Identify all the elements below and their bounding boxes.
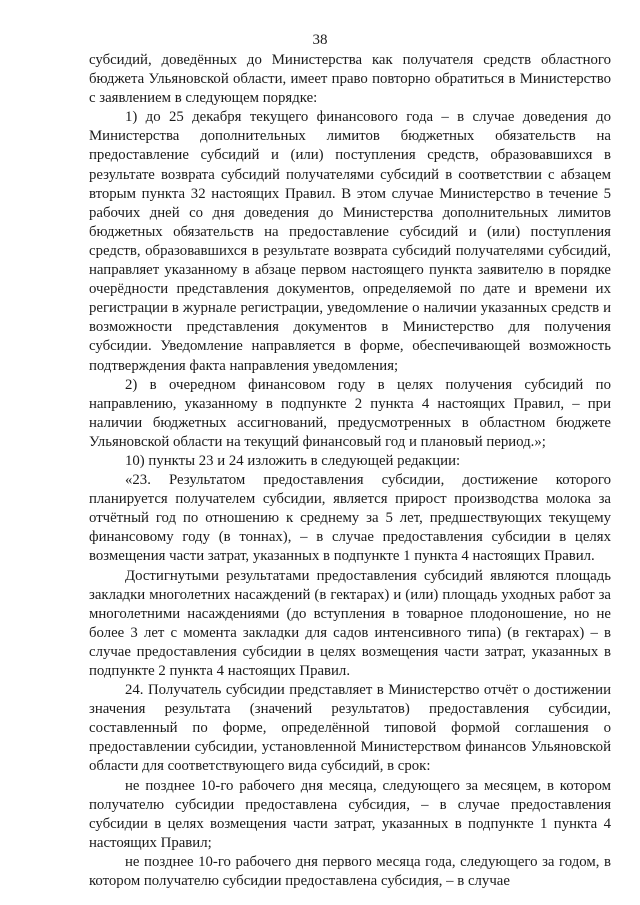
paragraph-clause-24: 24. Получатель субсидии представляет в Министерство отчёт о достижении значения результата (значений результатов) предоставления субсидии, составленный по форме, определённой типовой формой соглашения о предоставлении субсидии, установленной Министерством финансов Ульяновской области для соответствующего вида субсидий, в срок: bbox=[89, 682, 611, 775]
paragraph-clause-23: «23. Результатом предоставления субсидии, достижение которого планируется получателем субсидии, является прирост производства молока за отчётный год по отношению к среднему за 5 лет, предшествующих текущему финансовому году (в тоннах), – в случае предоставления субсидии в целях возмещения части затрат, указанных в подпункте 1 пункта 4 настоящих Правил. bbox=[89, 472, 611, 565]
paragraph-item-1: 1) до 25 декабря текущего финансового года – в случае доведения до Министерства дополнительных лимитов бюджетных обязательств на предоставление субсидий и (или) поступления средств, образовавшихся в результате возврата субсидий получателями субсидий в соответствии с абзацем вторым пункта 32 настоящих Правил. В этом случае Министерство в течение 5 рабочих дней со дня доведения до Министерства дополнительных лимитов бюджетных обязательств на предоставление субсидий и (или) поступления средств, образовавшихся в результате возврата субсидий получателями субсидий, направляет указанному в абзаце первом настоящего пункта заявителю в порядке очерёдности представления документов, определяемой по дате и времени их регистрации в журнале регистрации, уведомление о наличии указанных средств и возможности представления документов в Министерство для получения субсидии. Уведомление направляется в форме, обеспечивающей возможность подтверждения факта направления уведомления; bbox=[89, 109, 611, 374]
paragraph-deadline-1: не позднее 10-го рабочего дня месяца, следующего за месяцем, в котором получателю субсидии предоставлена субсидия, – в случае предоставления субсидии в целях возмещения части затрат, указанных в подпункте 1 пункта 4 настоящих Правил; bbox=[89, 777, 611, 851]
paragraph-deadline-2: не позднее 10-го рабочего дня первого месяца года, следующего за годом, в котором получателю субсидии предоставлена субсидия, – в случае bbox=[89, 853, 611, 890]
document-body bbox=[89, 51, 611, 891]
paragraph-amendment-10: 10) пункты 23 и 24 изложить в следующей редакции: bbox=[125, 452, 461, 469]
page-number: 38 bbox=[312, 32, 328, 48]
paragraph-continuation: субсидий, доведённых до Министерства как получателя средств областного бюджета Ульяновской области, имеет право повторно обратиться в Министерство с заявлением в следующем порядке: bbox=[89, 52, 611, 107]
paragraph-item-2: 2) в очередном финансовом году в целях получения субсидий по направлению, указанному в подпункте 2 пункта 4 настоящих Правил, – при наличии бюджетных ассигнований, предусмотренных в областном бюджете Ульяновской области на текущий финансовый год и плановый период.»; bbox=[89, 376, 611, 450]
paragraph-achieved-results: Достигнутыми результатами предоставления субсидий являются площадь закладки многолетних насаждений (в гектарах) и (или) площадь уходных работ за многолетними насаждениями (до вступления в товарное плодоношение, но не более 3 лет с момента закладки для садов интенсивного типа) (в гектарах) – в случае предоставления субсидии в целях возмещения части затрат, указанных в подпункте 2 пункта 4 настоящих Правил. bbox=[89, 567, 611, 679]
